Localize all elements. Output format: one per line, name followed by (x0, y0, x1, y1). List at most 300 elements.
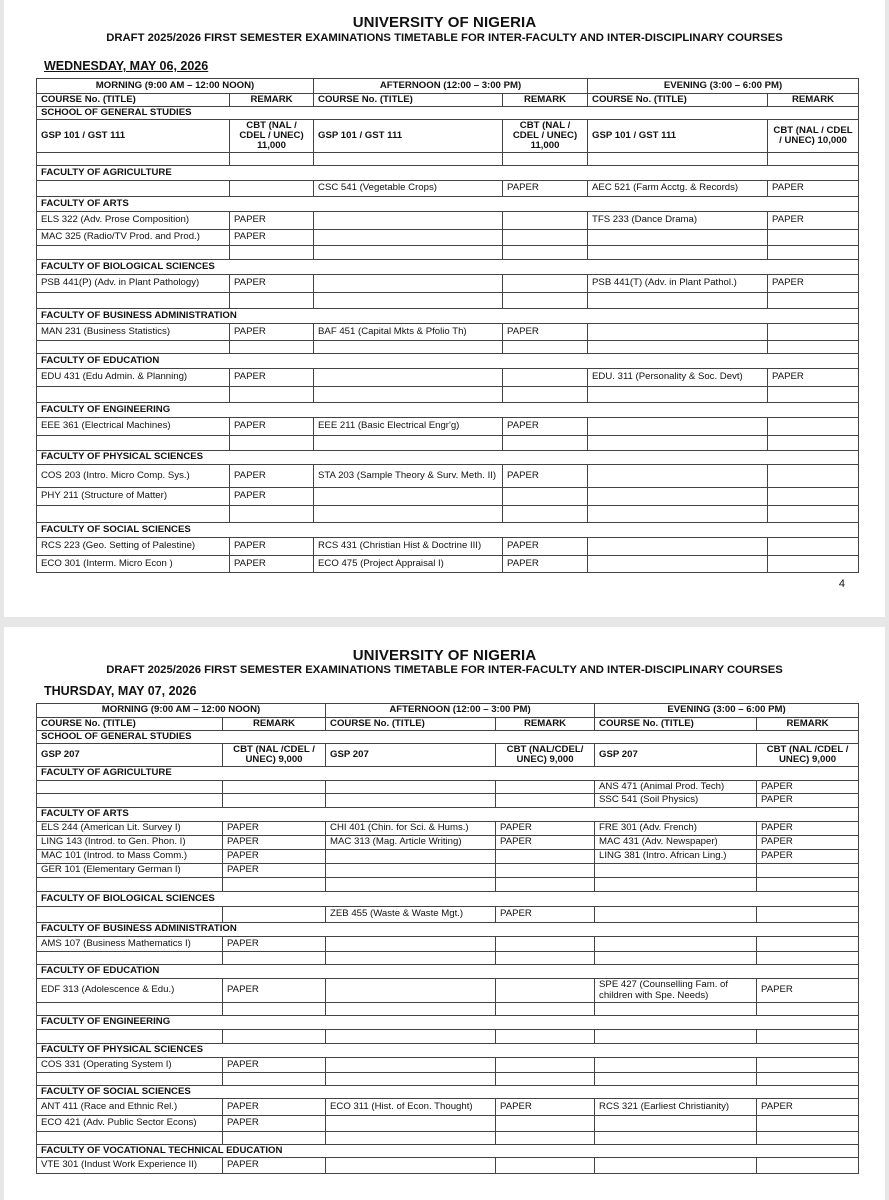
course-row (37, 952, 859, 965)
course-cell (37, 341, 230, 354)
faculty-heading: FACULTY OF EDUCATION (37, 965, 859, 979)
course-cell: COS 331 (Operating System I) (37, 1058, 223, 1073)
remark-cell: PAPER (768, 212, 859, 230)
remark-cell (223, 781, 326, 794)
remark-cell (223, 1003, 326, 1016)
course-cell (314, 153, 503, 166)
remark-cell: PAPER (757, 836, 859, 850)
course-cell (326, 864, 496, 878)
course-row (37, 324, 859, 341)
course-cell: AEC 521 (Farm Acctg. & Records) (588, 181, 768, 197)
timetable-page-1 (4, 0, 885, 617)
course-row (37, 1116, 859, 1132)
course-cell (37, 246, 230, 260)
course-cell (326, 952, 496, 965)
remark-cell (223, 907, 326, 923)
col-remark: REMARK (768, 94, 859, 107)
course-cell: LING 381 (Intro. African Ling.) (595, 850, 757, 864)
remark-cell (496, 937, 595, 952)
remark-cell: PAPER (230, 556, 314, 573)
col-course: COURSE No. (TITLE) (588, 94, 768, 107)
remark-cell (496, 878, 595, 892)
faculty-row (37, 808, 859, 822)
course-row (37, 341, 859, 354)
course-cell (37, 1003, 223, 1016)
course-cell (37, 1030, 223, 1044)
course-cell (326, 1073, 496, 1086)
course-row (37, 1003, 859, 1016)
course-row (37, 181, 859, 197)
remark-cell (503, 341, 588, 354)
faculty-row (37, 451, 859, 465)
faculty-heading: FACULTY OF BIOLOGICAL SCIENCES (37, 260, 859, 275)
course-row (37, 369, 859, 387)
remark-cell: PAPER (496, 907, 595, 923)
remark-cell: PAPER (757, 794, 859, 808)
course-cell (588, 341, 768, 354)
course-cell (37, 293, 230, 309)
course-cell (595, 1116, 757, 1132)
remark-cell (223, 1030, 326, 1044)
course-cell (588, 506, 768, 523)
remark-cell (503, 293, 588, 309)
faculty-row (37, 107, 859, 120)
remark-cell: PAPER (223, 836, 326, 850)
course-cell (595, 864, 757, 878)
remark-cell: PAPER (230, 324, 314, 341)
remark-cell (230, 293, 314, 309)
course-cell: GER 101 (Elementary German I) (37, 864, 223, 878)
remark-cell (768, 465, 859, 488)
course-cell: GSP 101 / GST 111 (37, 120, 230, 153)
course-cell: STA 203 (Sample Theory & Surv. Meth. II) (314, 465, 503, 488)
remark-cell (230, 387, 314, 403)
remark-cell: PAPER (496, 1099, 595, 1116)
remark-cell (230, 506, 314, 523)
remark-cell (757, 864, 859, 878)
course-cell (37, 794, 223, 808)
remark-cell (223, 952, 326, 965)
course-cell (588, 538, 768, 556)
course-cell (326, 937, 496, 952)
remark-cell: PAPER (496, 836, 595, 850)
course-cell (588, 387, 768, 403)
remark-cell (757, 1116, 859, 1132)
course-cell: LING 143 (Introd. to Gen. Phon. I) (37, 836, 223, 850)
remark-cell (496, 952, 595, 965)
remark-cell: CBT (NAL /CDEL / UNEC) 9,000 (757, 744, 859, 767)
course-row (37, 1132, 859, 1145)
remark-cell (757, 1132, 859, 1145)
course-row (37, 418, 859, 436)
course-row (37, 1030, 859, 1044)
remark-cell (496, 850, 595, 864)
course-cell: PHY 211 (Structure of Matter) (37, 488, 230, 506)
course-row (37, 794, 859, 808)
course-cell: BAF 451 (Capital Mkts & Pfolio Th) (314, 324, 503, 341)
remark-cell (757, 878, 859, 892)
course-cell: VTE 301 (Indust Work Experience II) (37, 1158, 223, 1174)
course-cell (37, 506, 230, 523)
course-row (37, 850, 859, 864)
remark-cell (503, 488, 588, 506)
column-header-row (37, 94, 859, 107)
course-row (37, 275, 859, 293)
course-cell: ECO 301 (Interm. Micro Econ ) (37, 556, 230, 573)
course-cell: RCS 431 (Christian Hist & Doctrine III) (314, 538, 503, 556)
remark-cell: PAPER (230, 465, 314, 488)
course-cell (314, 293, 503, 309)
faculty-row (37, 892, 859, 907)
remark-cell (496, 1132, 595, 1145)
course-row (37, 246, 859, 260)
course-cell: PSB 441(T) (Adv. in Plant Pathol.) (588, 275, 768, 293)
remark-cell (757, 1030, 859, 1044)
remark-cell: PAPER (503, 538, 588, 556)
course-cell (595, 1030, 757, 1044)
course-row (37, 488, 859, 506)
session-evening: EVENING (3:00 – 6:00 PM) (588, 79, 859, 94)
university-name: UNIVERSITY OF NIGERIA (352, 647, 537, 664)
remark-cell (768, 506, 859, 523)
course-cell: ELS 322 (Adv. Prose Composition) (37, 212, 230, 230)
remark-cell (503, 212, 588, 230)
course-cell: EDF 313 (Adolescence & Edu.) (37, 979, 223, 1003)
remark-cell (768, 538, 859, 556)
col-course: COURSE No. (TITLE) (595, 718, 757, 731)
course-cell (595, 1158, 757, 1174)
remark-cell: PAPER (223, 1158, 326, 1174)
remark-cell (496, 979, 595, 1003)
col-course: COURSE No. (TITLE) (37, 718, 223, 731)
course-cell: GSP 101 / GST 111 (588, 120, 768, 153)
course-row (37, 1158, 859, 1174)
course-row (37, 387, 859, 403)
course-cell: PSB 441(P) (Adv. in Plant Pathology) (37, 275, 230, 293)
col-course: COURSE No. (TITLE) (314, 94, 503, 107)
faculty-heading: FACULTY OF PHYSICAL SCIENCES (37, 451, 859, 465)
course-cell (595, 937, 757, 952)
timetable-table (36, 78, 859, 573)
course-cell (588, 436, 768, 451)
remark-cell (768, 387, 859, 403)
remark-cell (230, 153, 314, 166)
faculty-row (37, 309, 859, 324)
remark-cell: PAPER (768, 181, 859, 197)
remark-cell: PAPER (223, 822, 326, 836)
course-row (37, 230, 859, 246)
faculty-row (37, 354, 859, 369)
course-cell (326, 850, 496, 864)
course-cell: SPE 427 (Counselling Fam. of children with Spe. Needs) (595, 979, 757, 1003)
remark-cell: PAPER (230, 488, 314, 506)
remark-cell: PAPER (230, 275, 314, 293)
course-cell (326, 979, 496, 1003)
remark-cell (768, 436, 859, 451)
course-row (37, 864, 859, 878)
remark-cell (496, 1158, 595, 1174)
remark-cell: PAPER (230, 369, 314, 387)
course-cell (37, 1132, 223, 1145)
faculty-row (37, 260, 859, 275)
remark-cell: PAPER (223, 850, 326, 864)
remark-cell (496, 1116, 595, 1132)
session-afternoon: AFTERNOON (12:00 – 3:00 PM) (326, 704, 595, 718)
faculty-heading: FACULTY OF ENGINEERING (37, 1016, 859, 1030)
course-row (37, 212, 859, 230)
remark-cell: PAPER (503, 418, 588, 436)
session-morning: MORNING (9:00 AM – 12:00 NOON) (37, 704, 326, 718)
course-cell (37, 181, 230, 197)
faculty-heading: FACULTY OF BUSINESS ADMINISTRATION (37, 923, 859, 937)
course-cell (314, 436, 503, 451)
timetable-subtitle: DRAFT 2025/2026 FIRST SEMESTER EXAMINATIONS TIMETABLE FOR INTER-FACULTY AND INTER-DISCIPLINARY COURSES (106, 664, 783, 676)
course-cell (37, 907, 223, 923)
remark-cell: PAPER (503, 556, 588, 573)
remark-cell: PAPER (503, 465, 588, 488)
faculty-heading: FACULTY OF BUSINESS ADMINISTRATION (37, 309, 859, 324)
course-cell (588, 153, 768, 166)
faculty-heading: FACULTY OF AGRICULTURE (37, 767, 859, 781)
remark-cell (768, 246, 859, 260)
remark-cell (496, 864, 595, 878)
course-cell (326, 1158, 496, 1174)
course-cell: MAN 231 (Business Statistics) (37, 324, 230, 341)
remark-cell: PAPER (230, 538, 314, 556)
remark-cell (503, 230, 588, 246)
remark-cell (230, 436, 314, 451)
course-cell: GSP 207 (37, 744, 223, 767)
remark-cell: PAPER (223, 979, 326, 1003)
course-cell (37, 781, 223, 794)
course-cell (588, 293, 768, 309)
page-number: 4 (838, 578, 845, 590)
remark-cell: PAPER (768, 369, 859, 387)
course-row (37, 878, 859, 892)
timetable-table (36, 703, 859, 1174)
course-cell (595, 1132, 757, 1145)
remark-cell (230, 181, 314, 197)
course-cell: AMS 107 (Business Mathematics I) (37, 937, 223, 952)
course-cell: COS 203 (Intro. Micro Comp. Sys.) (37, 465, 230, 488)
faculty-row (37, 1145, 859, 1158)
course-row (37, 1058, 859, 1073)
course-cell (37, 1073, 223, 1086)
course-cell (588, 246, 768, 260)
faculty-row (37, 166, 859, 181)
remark-cell: CBT (NAL /CDEL / UNEC) 9,000 (223, 744, 326, 767)
col-remark: REMARK (503, 94, 588, 107)
course-cell (314, 387, 503, 403)
faculty-heading: FACULTY OF BIOLOGICAL SCIENCES (37, 892, 859, 907)
remark-cell (503, 369, 588, 387)
remark-cell (496, 1073, 595, 1086)
remark-cell: PAPER (223, 864, 326, 878)
course-cell (314, 246, 503, 260)
faculty-row (37, 767, 859, 781)
course-cell (588, 418, 768, 436)
remark-cell (503, 506, 588, 523)
remark-cell (768, 418, 859, 436)
course-cell: CSC 541 (Vegetable Crops) (314, 181, 503, 197)
course-row (37, 781, 859, 794)
remark-cell: PAPER (768, 275, 859, 293)
remark-cell: PAPER (230, 212, 314, 230)
course-row (37, 538, 859, 556)
remark-cell (757, 1073, 859, 1086)
remark-cell: PAPER (223, 937, 326, 952)
course-cell: ZEB 455 (Waste & Waste Mgt.) (326, 907, 496, 923)
remark-cell (503, 246, 588, 260)
course-cell (314, 506, 503, 523)
course-row (37, 937, 859, 952)
course-row (37, 979, 859, 1003)
remark-cell (496, 1003, 595, 1016)
course-cell: MAC 101 (Introd. to Mass Comm.) (37, 850, 223, 864)
course-row (37, 907, 859, 923)
course-cell (314, 212, 503, 230)
course-cell (588, 556, 768, 573)
course-cell: ECO 475 (Project Appraisal I) (314, 556, 503, 573)
course-cell (37, 153, 230, 166)
col-course: COURSE No. (TITLE) (37, 94, 230, 107)
remark-cell (503, 387, 588, 403)
course-row (37, 465, 859, 488)
faculty-heading: FACULTY OF EDUCATION (37, 354, 859, 369)
course-cell: GSP 207 (326, 744, 496, 767)
course-cell (326, 1030, 496, 1044)
course-row (37, 822, 859, 836)
session-header-row (37, 79, 859, 94)
remark-cell (768, 556, 859, 573)
course-cell (595, 907, 757, 923)
course-cell (37, 878, 223, 892)
course-cell (37, 436, 230, 451)
course-cell: ECO 421 (Adv. Public Sector Econs) (37, 1116, 223, 1132)
faculty-row (37, 523, 859, 538)
remark-cell: PAPER (223, 1058, 326, 1073)
course-cell (595, 878, 757, 892)
course-cell (326, 1058, 496, 1073)
remark-cell (223, 794, 326, 808)
course-cell (588, 230, 768, 246)
course-cell (314, 369, 503, 387)
session-header-row (37, 704, 859, 718)
faculty-row (37, 965, 859, 979)
remark-cell (768, 293, 859, 309)
course-cell: GSP 101 / GST 111 (314, 120, 503, 153)
col-remark: REMARK (223, 718, 326, 731)
remark-cell (230, 246, 314, 260)
remark-cell: PAPER (223, 1099, 326, 1116)
course-cell: TFS 233 (Dance Drama) (588, 212, 768, 230)
remark-cell (757, 1058, 859, 1073)
course-cell: RCS 223 (Geo. Setting of Palestine) (37, 538, 230, 556)
course-row (37, 506, 859, 523)
faculty-heading: FACULTY OF ARTS (37, 808, 859, 822)
remark-cell (503, 153, 588, 166)
remark-cell (496, 1058, 595, 1073)
course-cell: CHI 401 (Chin. for Sci. & Hums.) (326, 822, 496, 836)
remark-cell: PAPER (230, 418, 314, 436)
remark-cell (768, 324, 859, 341)
course-cell (326, 794, 496, 808)
course-cell: SSC 541 (Soil Physics) (595, 794, 757, 808)
remark-cell: CBT (NAL / CDEL / UNEC) 10,000 (768, 120, 859, 153)
remark-cell: PAPER (223, 1116, 326, 1132)
course-cell: MAC 313 (Mag. Article Writing) (326, 836, 496, 850)
remark-cell (757, 952, 859, 965)
remark-cell (496, 794, 595, 808)
remark-cell: PAPER (503, 181, 588, 197)
course-cell (314, 275, 503, 293)
remark-cell (757, 937, 859, 952)
session-afternoon: AFTERNOON (12:00 – 3:00 PM) (314, 79, 588, 94)
course-cell (37, 387, 230, 403)
gsp-course-row (37, 744, 859, 767)
remark-cell: PAPER (757, 850, 859, 864)
faculty-heading: FACULTY OF AGRICULTURE (37, 166, 859, 181)
remark-cell (757, 1158, 859, 1174)
course-cell (595, 1003, 757, 1016)
exam-date: WEDNESDAY, MAY 06, 2026 (44, 59, 209, 73)
remark-cell: PAPER (757, 979, 859, 1003)
remark-cell: PAPER (757, 1099, 859, 1116)
course-cell (326, 1003, 496, 1016)
remark-cell (223, 878, 326, 892)
remark-cell: PAPER (503, 324, 588, 341)
remark-cell: CBT (NAL / CDEL / UNEC) 11,000 (230, 120, 314, 153)
col-remark: REMARK (757, 718, 859, 731)
exam-date: THURSDAY, MAY 07, 2026 (44, 684, 197, 698)
faculty-row (37, 923, 859, 937)
faculty-heading: SCHOOL OF GENERAL STUDIES (37, 731, 859, 744)
faculty-row (37, 1086, 859, 1099)
course-row (37, 1073, 859, 1086)
col-course: COURSE No. (TITLE) (326, 718, 496, 731)
faculty-row (37, 403, 859, 418)
course-cell (326, 781, 496, 794)
course-cell (595, 1073, 757, 1086)
course-row (37, 436, 859, 451)
timetable-page-2 (4, 627, 885, 1200)
remark-cell (503, 436, 588, 451)
session-morning: MORNING (9:00 AM – 12:00 NOON) (37, 79, 314, 94)
course-cell: EDU 431 (Edu Admin. & Planning) (37, 369, 230, 387)
course-cell (314, 230, 503, 246)
remark-cell: PAPER (757, 822, 859, 836)
faculty-row (37, 1044, 859, 1058)
course-cell (326, 1132, 496, 1145)
course-cell: ECO 311 (Hist. of Econ. Thought) (326, 1099, 496, 1116)
remark-cell (223, 1073, 326, 1086)
faculty-heading: FACULTY OF ENGINEERING (37, 403, 859, 418)
course-cell (595, 1058, 757, 1073)
course-cell (37, 952, 223, 965)
course-cell: GSP 207 (595, 744, 757, 767)
remark-cell (757, 907, 859, 923)
course-cell: EDU. 311 (Personality & Soc. Devt) (588, 369, 768, 387)
faculty-row (37, 1016, 859, 1030)
faculty-heading: FACULTY OF SOCIAL SCIENCES (37, 523, 859, 538)
session-evening: EVENING (3:00 – 6:00 PM) (595, 704, 859, 718)
course-cell: MAC 431 (Adv. Newspaper) (595, 836, 757, 850)
faculty-heading: FACULTY OF VOCATIONAL TECHNICAL EDUCATION (37, 1145, 859, 1158)
faculty-row (37, 731, 859, 744)
remark-cell (768, 230, 859, 246)
course-cell: EEE 361 (Electrical Machines) (37, 418, 230, 436)
course-row (37, 1099, 859, 1116)
